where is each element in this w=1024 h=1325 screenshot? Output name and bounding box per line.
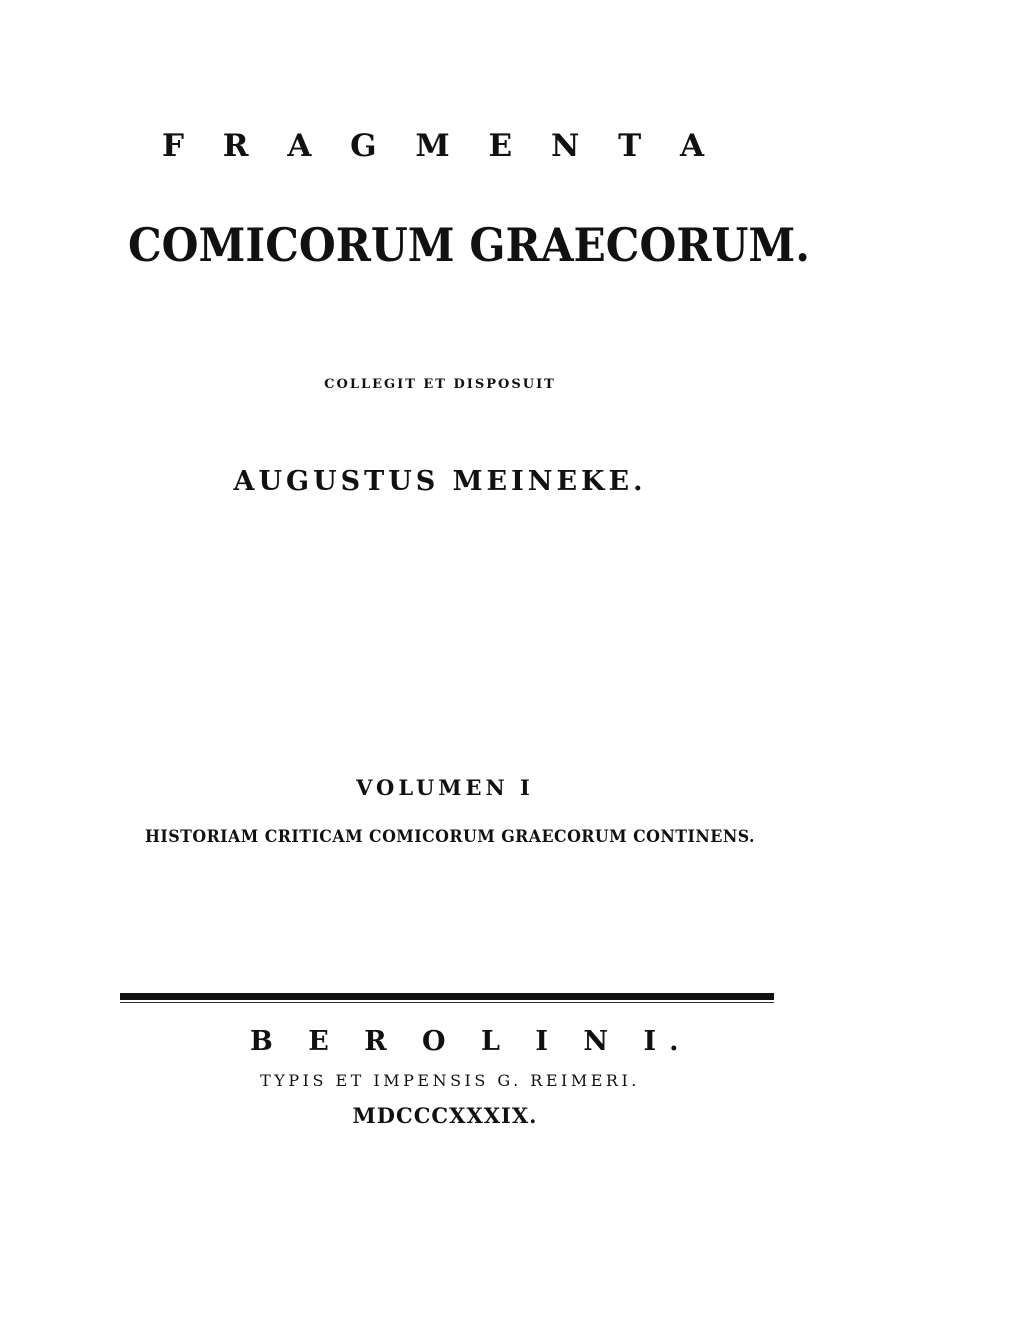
divider-rule-thick bbox=[120, 993, 774, 1000]
volume-subtitle: HISTORIAM CRITICAM COMICORUM GRAECORUM CONTINENS. bbox=[144, 827, 756, 847]
publication-place: B E R O L I N I. bbox=[250, 1026, 692, 1057]
divider-rule-thin bbox=[120, 1002, 774, 1004]
compiler-phrase: COLLEGIT ET DISPOSUIT bbox=[324, 377, 556, 392]
series-title: F R A G M E N T A bbox=[161, 128, 719, 164]
volume-label: VOLUMEN I bbox=[356, 775, 534, 800]
author-name: AUGUSTUS MEINEKE. bbox=[233, 466, 647, 497]
main-title: COMICORUM GRAECORUM. bbox=[128, 218, 811, 272]
publication-year: MDCCCXXXIX. bbox=[352, 1103, 538, 1128]
printer-line: TYPIS ET IMPENSIS G. REIMERI. bbox=[260, 1071, 640, 1090]
